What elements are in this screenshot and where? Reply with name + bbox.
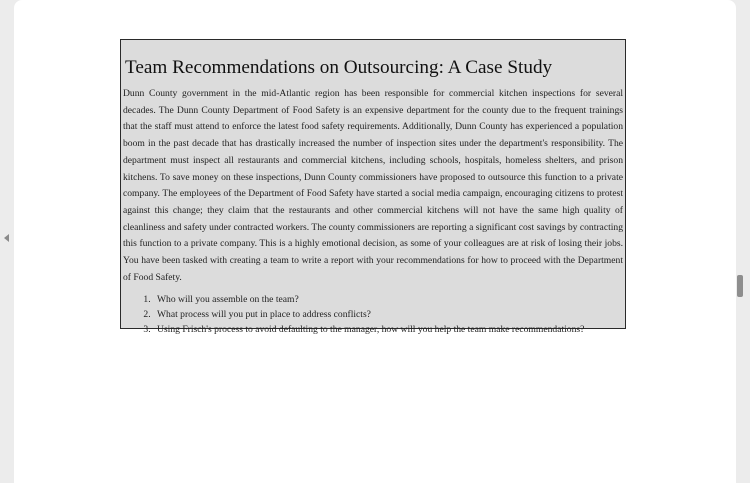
case-study-paragraph: Dunn County government in the mid-Atlantic region has been responsible for commercial kitchen inspections for several decades. The Dunn County Department of Food Safety is an expensive department for the county due to the frequent trainings that the staff must attend to enforce the latest food safety requirements. Additionally, Dunn County has experienced a population boom in the past decade that has drastically increased the number of inspection sites under the department's responsibility. The department must inspect all restaurants and commercial kitchens, including schools, hospitals, homeless shelters, and prison kitchens. To save money on these inspections, Dunn County commissioners have proposed to outsource this function to a private company. The employees of the Department of Food Safety have started a social media campaign, encouraging citizens to protest against this change; they claim that the restaurants and other commercial kitchens will not have the same high quality of cleanliness and safety under contracted workers. The county commissioners are reporting a significant cost savings by contracting this function to a private company. This is a highly emotional decision, as some of your colleagues are at risk of losing their jobs. You have been tasked with creating a team to write a report with your recommendations for how to proceed with the Department of Food Safety.: [123, 88, 623, 283]
case-study-box: [120, 39, 626, 336]
question-list: [123, 292, 623, 337]
page: [14, 0, 736, 483]
question-item: 1. Who will you assemble on the team?: [153, 292, 623, 307]
question-item: 2. What process will you put in place to address conflicts?: [153, 307, 623, 322]
case-study-title: Team Recommendations on Outsourcing: A Case Study: [125, 57, 553, 78]
scrollbar-thumb[interactable]: [737, 275, 743, 297]
previous-page-arrow-icon[interactable]: [4, 234, 9, 242]
question-item: 3. Using Frisch's process to avoid defaulting to the manager, how will you help the team make recommendations?: [153, 322, 623, 337]
